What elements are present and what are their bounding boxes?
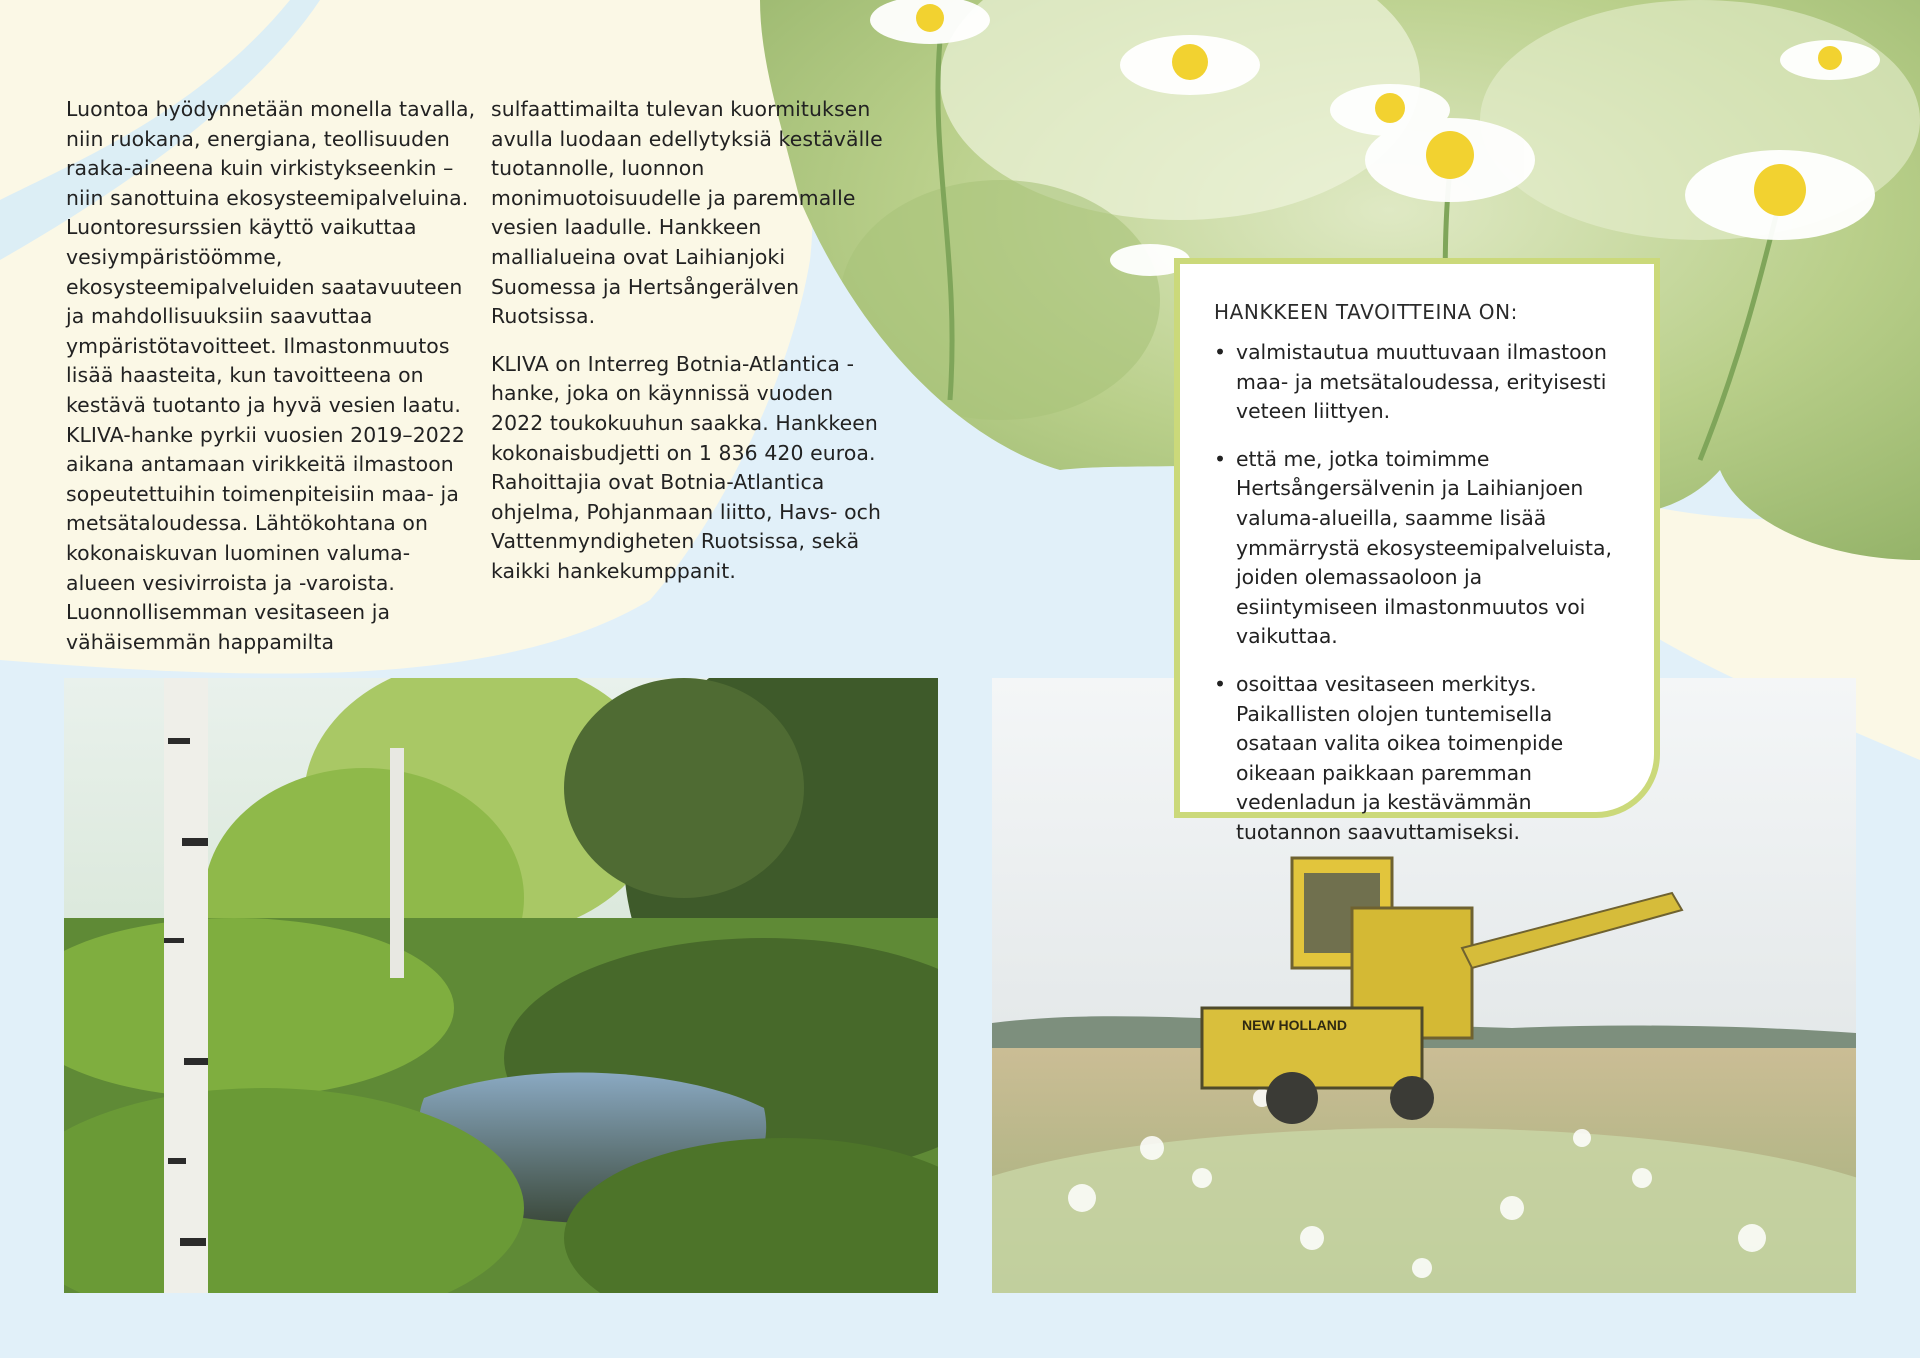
intro-paragraph: sulfaattimailta tulevan kuormituksen avulla luodaan edellytyksiä kestävälle tuotannolle, luonnon monimuotoisuudelle ja paremmalle vesien laadulle. Hankkeen mallialueina ovat Laihianjoki Suomessa ja Hertsångerälven Ruotsissa.: [491, 97, 883, 329]
goals-box: [1174, 258, 1660, 844]
goal-text: valmistautua muuttuvaan ilmastoon maa- ja metsätaloudessa, erityisesti veteen liittyen.: [1236, 340, 1607, 424]
bullet-icon: •: [1214, 671, 1227, 696]
list-item: [1214, 338, 1628, 427]
intro-column-1: [66, 95, 476, 675]
harvester-brand: NEW HOLLAND: [1242, 1017, 1347, 1033]
bullet-icon: •: [1214, 446, 1227, 471]
goal-text: että me, jotka toimimme Hertsångersälvenin ja Laihianjoen valuma-alueilla, saamme lisää ymmärrystä ekosysteemipalveluista, joiden olemassaoloon ja esiintymiseen ilmastonmuutos voi vaikuttaa.: [1236, 446, 1612, 649]
goals-title: HANKKEEN TAVOITTEINA ON:: [1214, 300, 1518, 324]
list-item: [1214, 445, 1628, 652]
river-photo: [64, 678, 938, 1293]
intro-paragraph: KLIVA on Interreg Botnia-Atlantica -hanke, joka on käynnissä vuoden 2022 toukokuuhun saakka. Hankkeen kokonaisbudjetti on 1 836 420 euroa. Rahoittajia ovat Botnia-Atlantica ohjelma, Pohjanmaan liitto, Havs- och Vattenmyndigheten Ruotsissa, sekä kaikki hankekumppanit.: [491, 351, 881, 583]
list-item: [1214, 670, 1628, 848]
bullet-icon: •: [1214, 340, 1227, 364]
goal-text: osoittaa vesitaseen merkitys. Paikallisten olojen tuntemisella osataan valita oikea toimenpide oikeaan paikkaan paremman vedenladun ja kestävämmän tuotannon saavuttamiseksi.: [1236, 671, 1564, 844]
intro-column-2: [491, 95, 891, 605]
intro-paragraph: Luontoa hyödynnetään monella tavalla, niin ruokana, energiana, teollisuuden raaka-aineena kuin virkistykseenkin – niin sanottuina ekosysteemipalveluina. Luontoresurssien käyttö vaikuttaa vesiympäristöömme, ekosysteemipalveluiden saatavuuteen ja mahdollisuuksiin saavuttaa ympäristötavoitteet. Ilmastonmuutos lisää haasteita, kun tavoitteena on kestävä tuotanto ja hyvä vesien laatu. KLIVA-hanke pyrkii vuosien 2019–2022 aikana antamaan virikkeitä ilmastoon sopeutettuihin toimenpiteisiin maa- ja metsätaloudessa. Lähtökohtana on kokonaiskuvan luominen valuma-alueen vesivirroista ja -varoista. Luonnollisemman vesitaseen ja vähäisemmän happamilta: [66, 97, 476, 654]
goals-list: [1214, 338, 1628, 848]
